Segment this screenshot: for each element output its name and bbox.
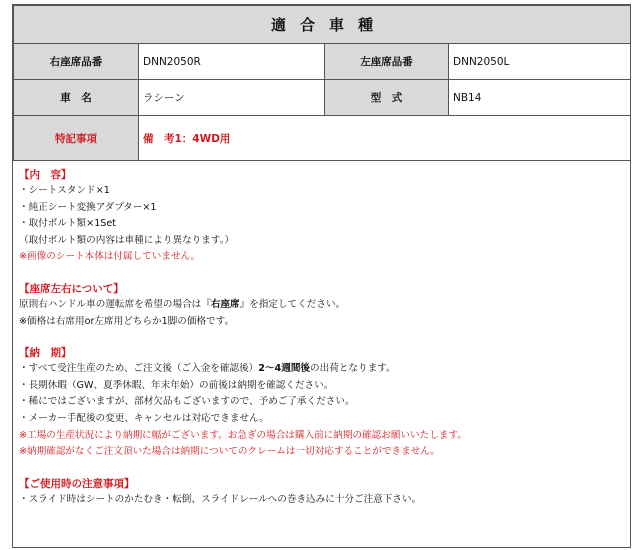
caution-heading: 【ご使用時の注意事項】 (19, 477, 135, 490)
notes-label: 特記事項 (14, 116, 139, 161)
contents-line: （取付ボルト類の内容は車種により異なります。） (19, 234, 235, 246)
delivery-line: ・稀にではございますが、部材欠品もございますので、予めご了承ください。 (19, 396, 355, 408)
delivery-line: ・メーカー手配後の変更、キャンセルは対応できません。 (19, 412, 269, 424)
caution-line: ・スライド時はシートのかたむき・転倒、スライドレールへの巻き込みに十分ご注意下さい。 (19, 493, 422, 505)
car-name-value: ラシーン (139, 80, 325, 116)
delivery-warning: ※工場の生産状況により納期に幅がございます。お急ぎの場合は購入前に納期の確認お願いいたします。 (19, 429, 467, 441)
delivery-heading: 【納 期】 (19, 347, 72, 360)
right-seat-value: DNN2050R (139, 44, 325, 80)
contents-warning: ※画像のシート本体は付属していません。 (19, 251, 201, 263)
seat-side-price-note: ※価格は右席用or左席用どちらか1脚の価格です。 (19, 315, 235, 327)
notes-value: 備 考1：4WD用 (139, 116, 631, 161)
contents-line: ・取付ボルト類×1Set (19, 218, 117, 230)
car-name-label: 車 名 (14, 80, 139, 116)
left-seat-label: 左座席品番 (325, 44, 449, 80)
contents-line: ・純正シート変換アダプター×1 (19, 201, 157, 213)
delivery-line: ・すべて受注生産のため、ご注文後（ご入金を確認後）2〜4週間後の出荷となります。 (19, 363, 396, 375)
delivery-line: ・長期休暇（GW、夏季休暇、年末年始）の前後は納期を確認ください。 (19, 379, 334, 391)
model-label: 型 式 (325, 80, 449, 116)
contents-line: ・シートスタンド×1 (19, 185, 110, 196)
page-title: 適合車種 (14, 6, 631, 44)
compatibility-sheet (12, 4, 631, 548)
delivery-warning: ※納期確認がなくご注文頂いた場合は納期についてのクレームは一切対応することができません。 (19, 446, 440, 458)
right-seat-label: 右座席品番 (14, 44, 139, 80)
spec-table (13, 5, 631, 161)
seat-side-line: 原則右ハンドル車の運転席を希望の場合は『右座席』を指定してください。 (19, 298, 346, 310)
contents-heading: 【内 容】 (19, 169, 72, 181)
seat-side-heading: 【座席左右について】 (19, 282, 124, 295)
model-value: NB14 (449, 80, 631, 116)
description-body (13, 162, 630, 548)
left-seat-value: DNN2050L (449, 44, 631, 80)
